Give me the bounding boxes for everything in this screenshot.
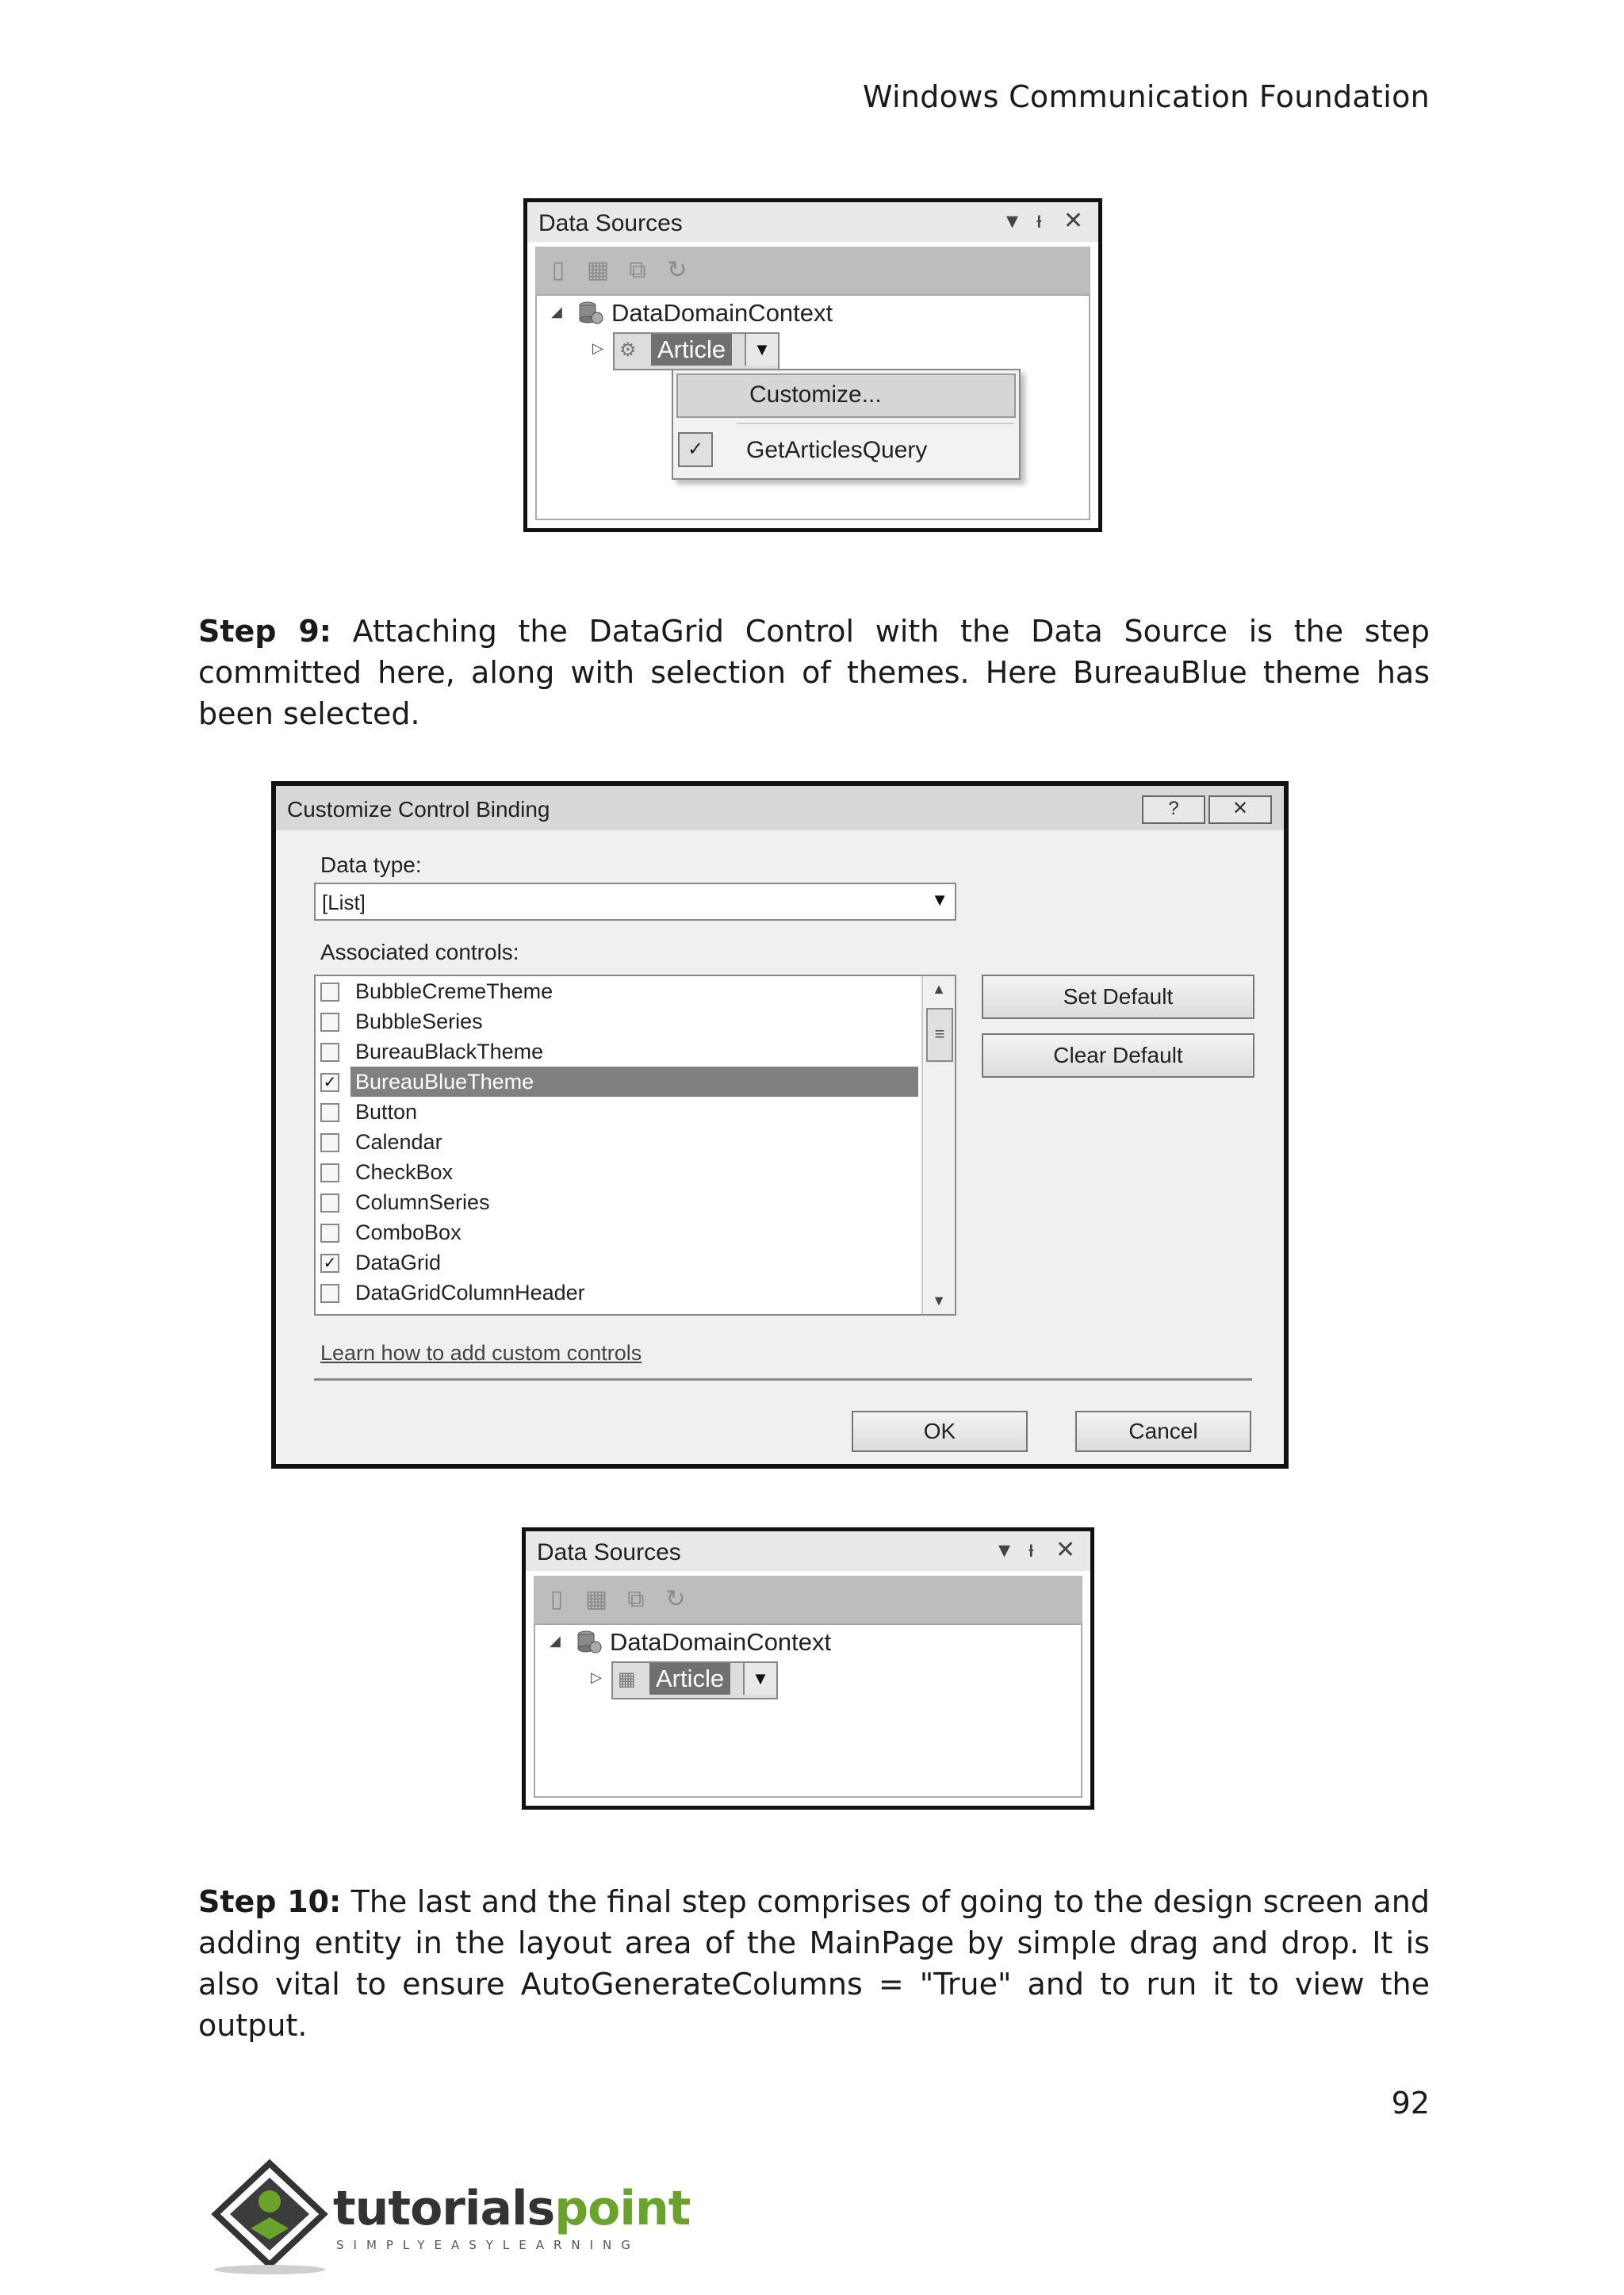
close-icon[interactable]: ✕ [1063, 208, 1084, 234]
refresh-icon[interactable]: ↻ [667, 257, 688, 283]
logo-word-b: point [554, 2181, 691, 2236]
collapse-arrow-icon[interactable]: ▷ [591, 1669, 602, 1685]
step-9-text: Attaching the DataGrid Control with the Data Source is the step committed here, along with selection of themes. Here BureauBlue theme has been selected. [198, 614, 1430, 731]
menu-item-customize[interactable] [676, 374, 1016, 418]
article-node[interactable] [613, 332, 779, 370]
refresh-icon[interactable]: ↻ [665, 1586, 686, 1612]
data-type-value: [List] [322, 891, 366, 914]
configure-icon[interactable]: ⧉ [629, 257, 646, 283]
data-sources-panel-2 [522, 1527, 1094, 1810]
list-item[interactable] [316, 1157, 918, 1187]
checkbox[interactable] [320, 1013, 339, 1032]
list-item[interactable] [316, 1278, 918, 1308]
checkbox[interactable] [320, 1103, 339, 1122]
details-icon: ⚙ [619, 339, 637, 361]
learn-custom-controls-link[interactable]: Learn how to add custom controls [320, 1341, 642, 1365]
list-item[interactable] [316, 1036, 918, 1067]
list-item[interactable] [316, 1217, 918, 1247]
expand-arrow-icon[interactable]: ◢ [550, 1633, 561, 1649]
list-item[interactable] [316, 1097, 918, 1127]
logo-wordmark [333, 2181, 690, 2236]
list-item-label: ComboBox [355, 1220, 462, 1244]
list-item-label: BureauBlueTheme [350, 1067, 918, 1097]
menu-separator [737, 423, 1014, 424]
list-item-selected[interactable] [316, 1067, 918, 1097]
menu-item-get-articles-query[interactable] [673, 429, 1019, 473]
data-sources-panel [523, 198, 1102, 532]
pin-icon[interactable]: ᵼ [1036, 207, 1042, 233]
list-item-label: CheckBox [355, 1160, 454, 1184]
close-button[interactable]: ✕ [1208, 795, 1272, 824]
data-tree [535, 294, 1090, 520]
list-item[interactable] [316, 1127, 918, 1157]
clear-default-button[interactable]: Clear Default [982, 1033, 1254, 1078]
panel-title-bar [527, 202, 1098, 242]
chevron-down-icon[interactable]: ▼ [745, 334, 778, 366]
step-9-paragraph [198, 611, 1430, 734]
checkbox[interactable] [320, 1224, 339, 1243]
close-icon[interactable]: ✕ [1055, 1537, 1076, 1563]
help-button[interactable]: ? [1142, 795, 1205, 824]
database-icon [576, 299, 603, 326]
dialog-title: Customize Control Binding [287, 797, 550, 822]
customize-control-binding-dialog [271, 781, 1289, 1469]
menu-item-label: GetArticlesQuery [746, 437, 928, 463]
configure-icon[interactable]: ⧉ [627, 1586, 645, 1612]
panel-title-bar [526, 1531, 1090, 1571]
checkbox-checked[interactable]: ✓ [320, 1254, 339, 1273]
panel-title: Data Sources [537, 1539, 681, 1565]
checkbox[interactable] [320, 1043, 339, 1062]
tutorialspoint-logo [206, 2157, 691, 2284]
list-scrollbar[interactable] [921, 976, 955, 1314]
article-label: Article [651, 334, 732, 366]
page-header: Windows Communication Foundation [862, 79, 1430, 114]
ok-button[interactable]: OK [852, 1411, 1028, 1452]
article-node[interactable] [611, 1661, 778, 1699]
checkbox[interactable] [320, 1163, 339, 1182]
edit-dataset-icon[interactable]: ▦ [586, 257, 610, 283]
chevron-down-icon: ▼ [931, 890, 948, 910]
list-item-label: ColumnSeries [355, 1190, 490, 1214]
expand-arrow-icon[interactable]: ◢ [551, 304, 562, 320]
scroll-thumb[interactable]: ≡ [926, 1008, 953, 1062]
list-item[interactable] [316, 976, 918, 1006]
checkbox[interactable] [320, 1133, 339, 1152]
checkbox[interactable] [320, 1284, 339, 1303]
list-item-label: DataGridColumnHeader [355, 1281, 585, 1305]
associated-controls-list[interactable] [314, 975, 956, 1316]
step-10-label: Step 10: [198, 1884, 342, 1919]
collapse-arrow-icon[interactable]: ▷ [592, 340, 603, 356]
add-data-source-icon[interactable]: ▯ [550, 1586, 564, 1612]
panel-toolbar [535, 247, 1090, 294]
dialog-title-bar [276, 786, 1284, 830]
step-10-paragraph [198, 1881, 1430, 2046]
context-menu [672, 369, 1021, 480]
menu-item-label: Customize... [749, 381, 882, 408]
cancel-button[interactable]: Cancel [1075, 1411, 1251, 1452]
edit-dataset-icon[interactable]: ▦ [584, 1586, 608, 1612]
associated-controls-label: Associated controls: [320, 940, 519, 964]
page-number: 92 [1391, 2086, 1430, 2121]
data-tree [534, 1623, 1082, 1798]
panel-toolbar [534, 1576, 1082, 1623]
list-item-label: Calendar [355, 1130, 442, 1154]
article-label: Article [649, 1663, 730, 1695]
list-item-label: BubbleCremeTheme [355, 979, 553, 1003]
data-type-label: Data type: [320, 852, 422, 877]
tree-root-label[interactable]: DataDomainContext [610, 1628, 832, 1656]
step-10-text: The last and the final step comprises of going to the design screen and adding entity in the layout area of the MainPage by simple drag and drop. It is also vital to ensure AutoGenerateColumns = "True" and to run it to view the output. [198, 1884, 1430, 2043]
logo-diamond-icon [206, 2157, 333, 2276]
pin-icon[interactable]: ᵼ [1028, 1536, 1034, 1562]
scroll-down-icon[interactable]: ▼ [932, 1293, 946, 1308]
list-item[interactable] [316, 1187, 918, 1217]
tree-root-label[interactable]: DataDomainContext [611, 299, 833, 327]
dropdown-icon[interactable]: ▾ [998, 1537, 1011, 1563]
scroll-up-icon[interactable]: ▲ [932, 981, 946, 997]
set-default-button[interactable]: Set Default [982, 975, 1254, 1019]
dialog-separator [314, 1378, 1252, 1381]
list-item[interactable] [316, 1247, 918, 1278]
list-item[interactable] [316, 1006, 918, 1036]
logo-tagline: SIMPLYEASYLEARNING [336, 2238, 640, 2252]
database-icon [575, 1628, 602, 1655]
checkbox-checked[interactable]: ✓ [320, 1073, 339, 1092]
list-item-label: Button [355, 1100, 418, 1124]
check-icon: ✓ [678, 432, 713, 467]
add-data-source-icon[interactable]: ▯ [551, 257, 565, 283]
logo-word-a: tutorials [333, 2181, 555, 2236]
panel-title: Data Sources [538, 210, 683, 236]
step-9-label: Step 9: [198, 614, 331, 649]
list-item-label: BureauBlackTheme [355, 1040, 544, 1063]
datagrid-icon: ▦ [618, 1669, 636, 1690]
list-item-label: BubbleSeries [355, 1010, 483, 1033]
checkbox[interactable] [320, 983, 339, 1002]
checkbox[interactable] [320, 1193, 339, 1213]
data-type-select[interactable] [314, 883, 956, 921]
dropdown-icon[interactable]: ▾ [1006, 208, 1019, 234]
chevron-down-icon[interactable]: ▼ [743, 1663, 776, 1695]
list-item-label: DataGrid [355, 1251, 442, 1274]
